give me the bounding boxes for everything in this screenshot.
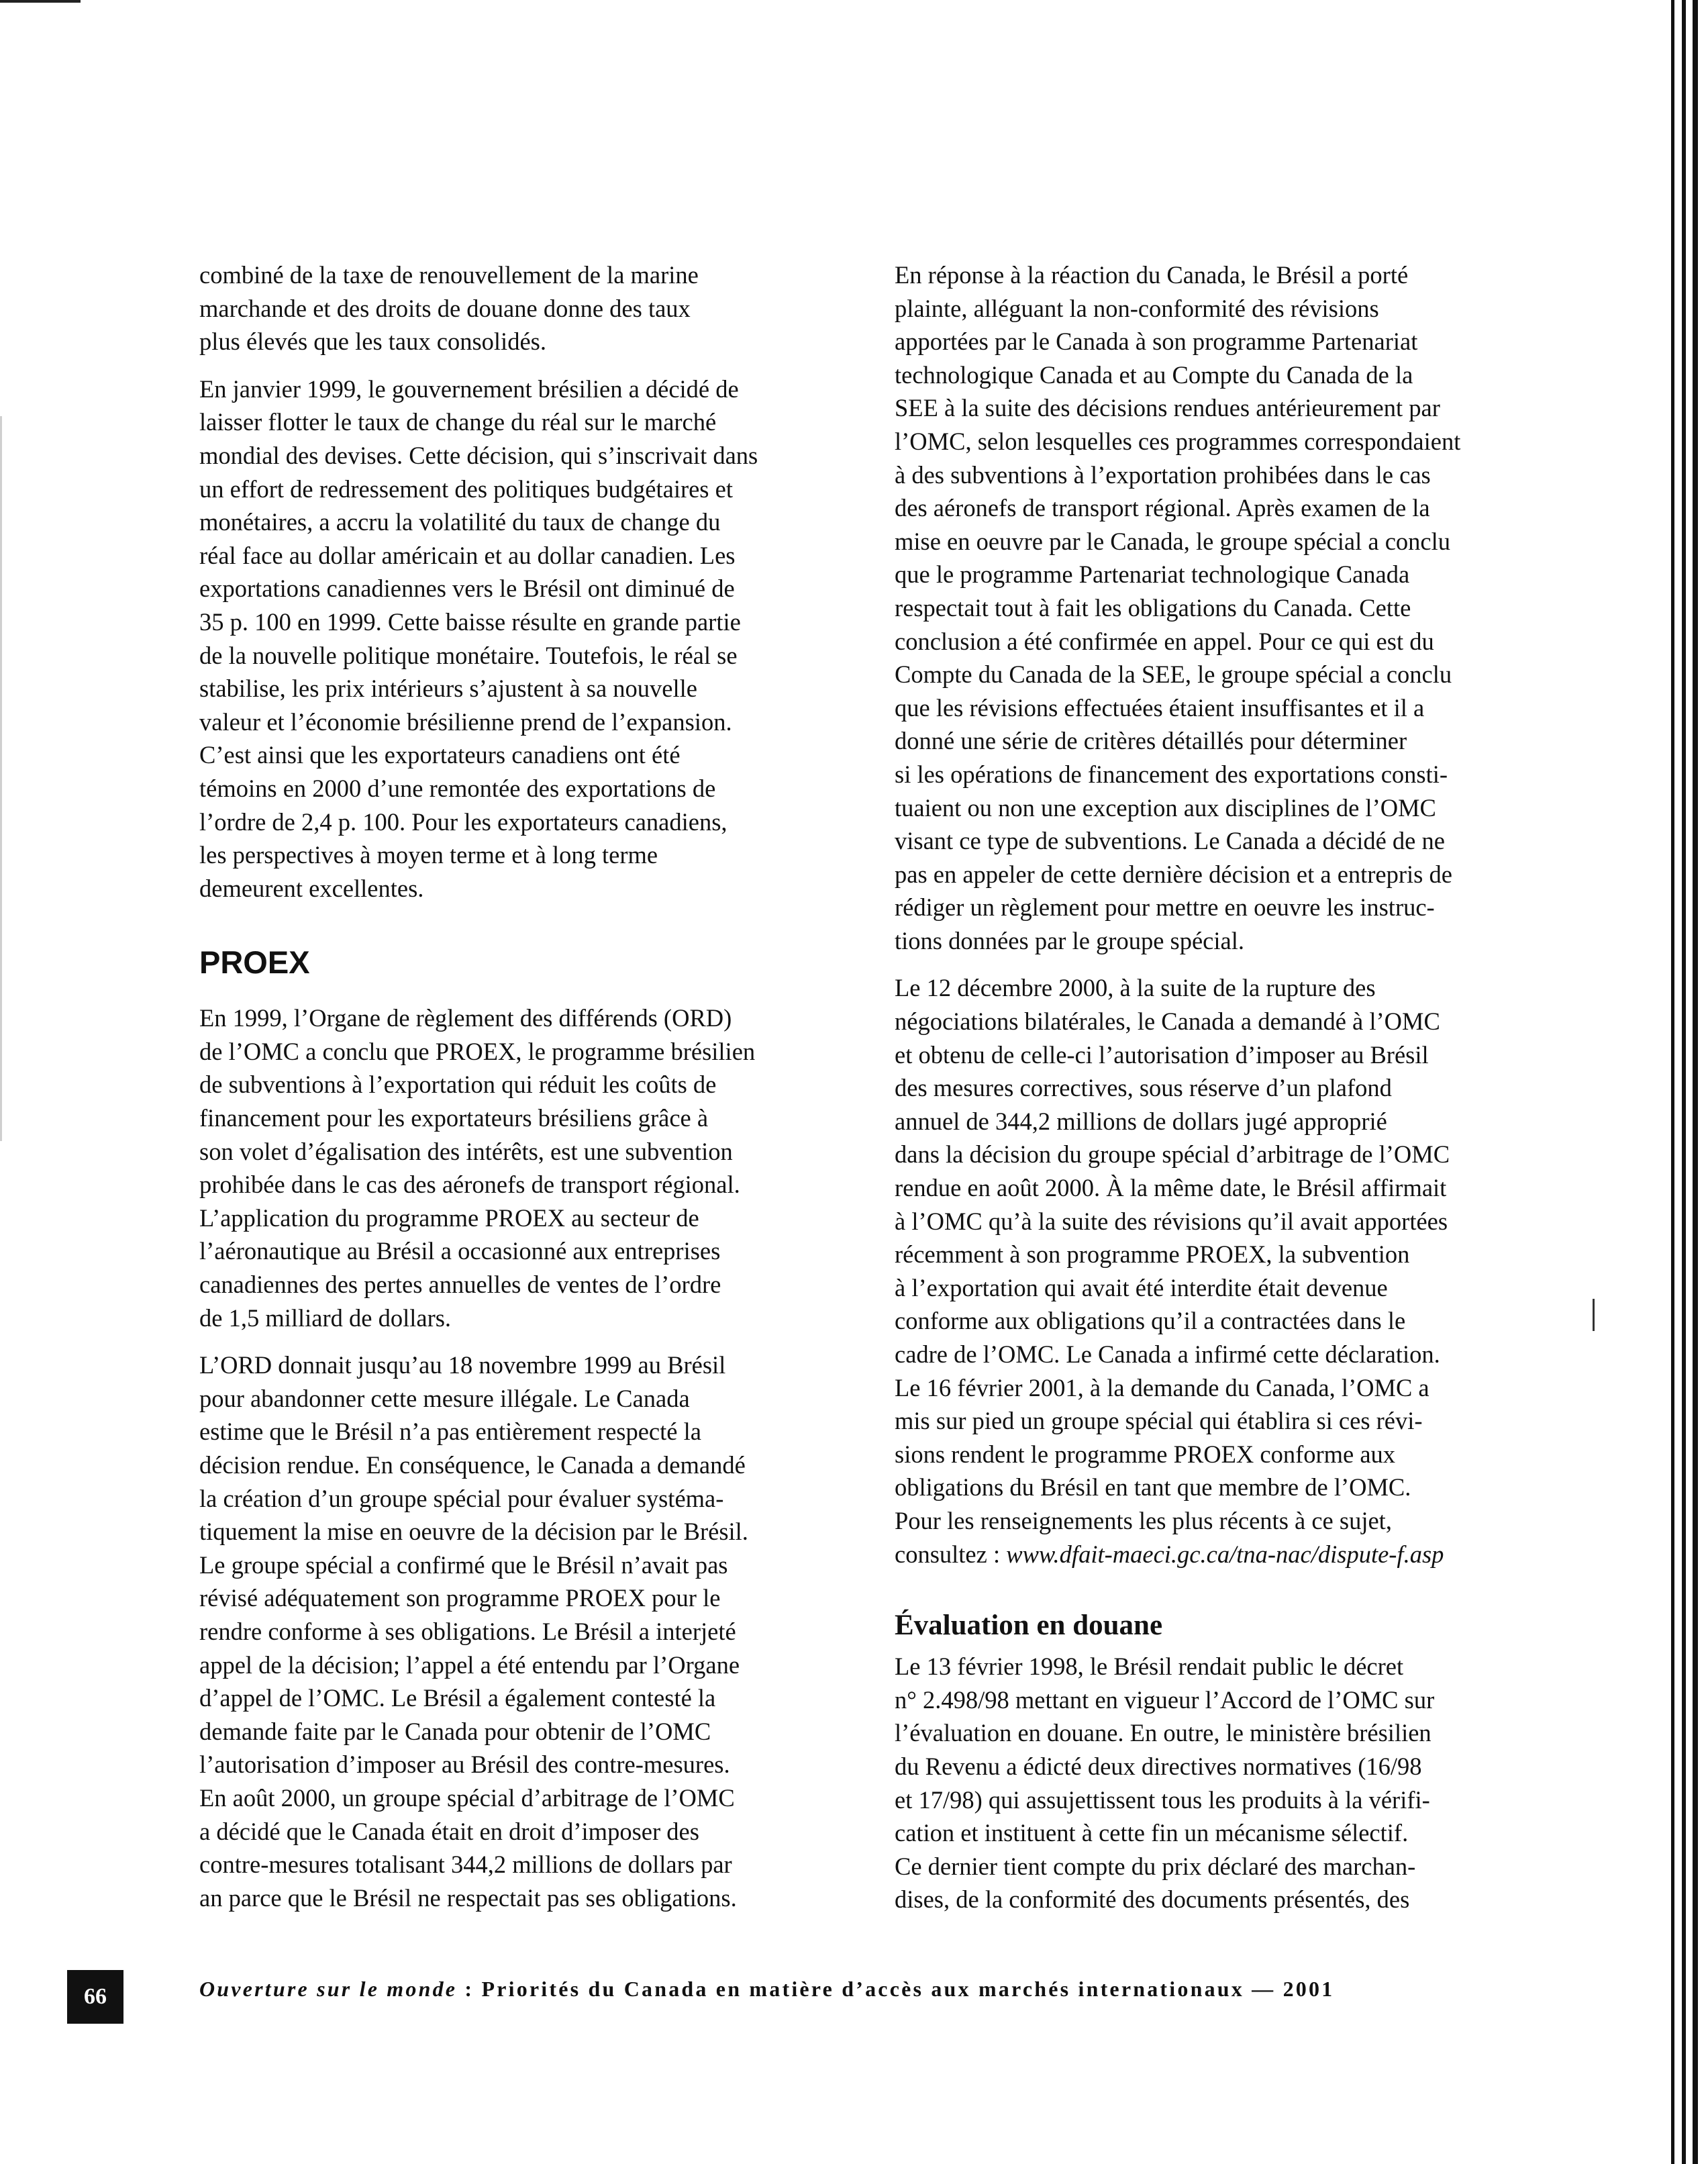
section-heading-proex: PROEX — [199, 944, 310, 981]
page-number-badge: 66 — [67, 1970, 123, 2024]
dispute-url-link[interactable]: www.dfait-maeci.gc.ca/tna-nac/dispute-f.asp — [1006, 1540, 1444, 1568]
scan-edge-right-line — [1671, 0, 1674, 2164]
paragraph-text: Le 12 décembre 2000, à la suite de la rupture des négociations bilatérales, le Canada a demandé à l’OMC et obtenu de celle-ci l’autorisation d’imposer au Brésil des mesures correctives, sous réserve d’un plafond annuel de 344,2 millions de dollars jugé approprié dans la décision du groupe spécial d’arbitrage de l’OMC rendue en août 2000. À la même date, le Brésil affirmait à l’OMC qu’à la suite des révisions qu’il avait apportées récemment à son programme PROEX, la subvention à l’exportation qui avait été interdite était devenue conforme aux obligations qu’il a contractées dans le cadre de l’OMC. Le Canada a infirmé cette déclaration. Le 16 février 2001, à la demande du Canada, l’OMC a mis sur pied un groupe spécial qui établira si ces révi- sions rendent le programme PROEX conforme aux obligations du Brésil en tant que membre de l’OMC. Pour les renseignements les plus récents à ce sujet, consultez : — [895, 974, 1450, 1568]
paragraph: En janvier 1999, le gouvernement brésilien a décidé de laisser flotter le taux de change du réal sur le marché mondial des devises. Cette décision, qui s’inscrivait dans un effort de redressement des politiques budgétaires et monétaires, a accru la volatilité du taux de change du réal face au dollar américain et au dollar canadien. Les exportations canadiennes vers le Brésil ont diminué de 35 p. 100 en 1999. Cette baisse résulte en grande partie de la nouvelle politique monétaire. Toutefois, le réal se stabilise, les prix intérieurs s’ajustent à sa nouvelle valeur et l’économie brésilienne prend de l’expansion. C’est ainsi que les exportateurs canadiens ont été témoins en 2000 d’une remontée des exportations de l’ordre de 2,4 p. 100. Pour les exportateurs canadiens, les perspectives à moyen terme et à long terme demeurent excellentes. — [199, 375, 758, 902]
page-footer — [0, 1970, 1708, 2024]
paragraph: L’ORD donnait jusqu’au 18 novembre 1999 au Brésil pour abandonner cette mesure illégale. Le Canada estime que le Brésil n’a pas entièrement respecté la décision rendue. En conséquence, le Canada a demandé la création d’un groupe spécial pour évaluer systéma- tiquement la mise en oeuvre de la décision par le Brésil. Le groupe spécial a confirmé que le Brésil n’avait pas révisé adéquatement son programme PROEX pour le rendre conforme à ses obligations. Le Brésil a interjeté appel de la décision; l’appel a été entendu par l’Organe d’appel de l’OMC. Le Brésil a également contesté la demande faite par le Canada pour obtenir de l’OMC l’autorisation d’imposer au Brésil des contre-mesures. En août 2000, un groupe spécial d’arbitrage de l’OMC a décidé que le Canada était en droit d’imposer des contre-mesures totalisant 344,2 millions de dollars par an parce que le Brésil ne respectait pas ses obligations. — [199, 1351, 748, 1912]
right-column — [895, 258, 1499, 1930]
paragraph: En 1999, l’Organe de règlement des différends (ORD) de l’OMC a conclu que PROEX, le programme brésilien de subventions à l’exportation qui réduit les coûts de financement pour les exportateurs brésiliens grâce à son volet d’égalisation des intérêts, est une subvention prohibée dans le cas des aéronefs de transport régional. L’application du programme PROEX au secteur de l’aéronautique au Brésil a occasionné aux entreprises canadiennes des pertes annuelles de ventes de l’ordre de 1,5 milliard de dollars. — [199, 1004, 756, 1332]
footer-title — [199, 1977, 1334, 2002]
paragraph: combiné de la taxe de renouvellement de la marine marchande et des droits de douane donne des taux plus élevés que les taux consolidés. — [199, 261, 699, 356]
scan-edge-right-line — [1682, 0, 1686, 2164]
paragraph: En réponse à la réaction du Canada, le Brésil a porté plainte, alléguant la non-conformité des révisions apportées par le Canada à son programme Partenariat technologique Canada et au Compte du Canada de la SEE à la suite des décisions rendues antérieurement par l’OMC, selon lesquelles ces programmes correspondaient à des subventions à l’exportation prohibées dans le cas des aéronefs de transport régional. Après examen de la mise en oeuvre par le Canada, le groupe spécial a conclu que le programme Partenariat technologique Canada respectait tout à fait les obligations du Canada. Cette conclusion a été confirmée en appel. Pour ce qui est du Compte du Canada de la SEE, le groupe spécial a conclu que les révisions effectuées étaient insuffisantes et il a donné une série de critères détaillés pour déterminer si les opérations de financement des exportations consti- tuaient ou non une exception aux disciplines de l’OMC visant ce type de subventions. Le Canada a décidé de ne pas en appeler de cette dernière décision et a entrepris de rédiger un règlement pour mettre en oeuvre les instruc- tions données par le groupe spécial. — [895, 261, 1461, 954]
footer-title-italic: Ouverture sur le monde — [199, 1977, 458, 2001]
margin-mark — [1593, 1299, 1595, 1331]
paragraph: Le 13 février 1998, le Brésil rendait public le décret n° 2.498/98 mettant en vigueur l’Accord de l’OMC sur l’évaluation en douane. En outre, le ministère brésilien du Revenu a édicté deux directives normatives (16/98 et 17/98) qui assujettissent tous les produits à la vérifi- cation et instituent à cette fin un mécanisme sélectif. Ce dernier tient compte du prix déclaré des marchan- dises, de la conformité des documents présentés, des — [895, 1653, 1435, 1914]
paragraph — [895, 971, 1499, 1571]
scan-edge-right-line — [1693, 0, 1698, 2164]
scan-edge-top — [0, 0, 81, 3]
footer-title-rest: : Priorités du Canada en matière d’accès aux marchés internationaux — 2001 — [457, 1977, 1335, 2001]
section-heading-evaluation: Évaluation en douane — [895, 1610, 1163, 1642]
scan-edge-left — [0, 416, 2, 1141]
left-column — [199, 258, 803, 1928]
